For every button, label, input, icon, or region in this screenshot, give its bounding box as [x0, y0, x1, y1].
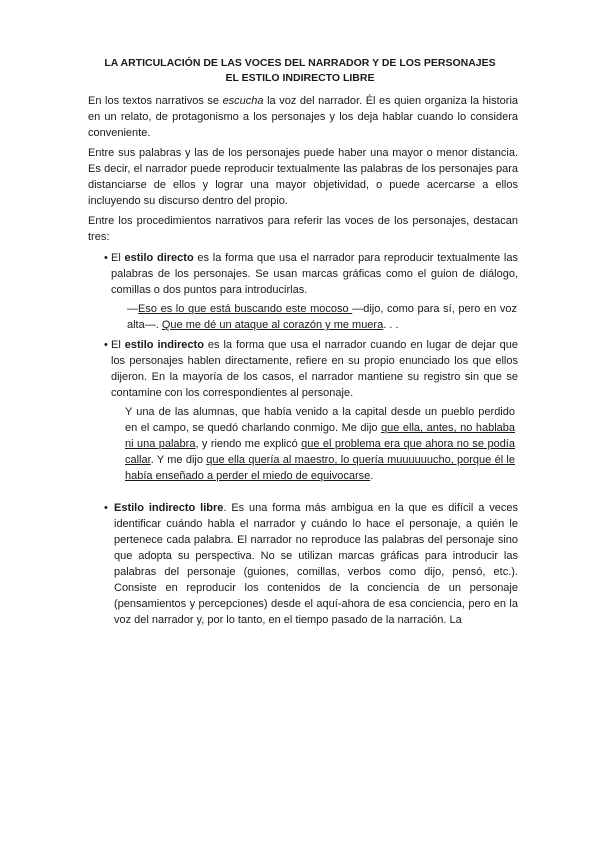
bullet-1-text: es la forma que usa el narrador para reproducir textualmente las palabras de los personajes. Se usan marcas gráficas como el guion de diálogo, comillas o dos puntos para introducirlas. [111, 252, 518, 296]
quote-1-underlined-1: Eso es lo que está buscando este mocoso [138, 303, 353, 315]
quote-2-text-1: Y una de las alumnas, que había venido a la capital desde un pueblo perdido en el campo, se quedó charlando conmigo. Me dijo [125, 406, 515, 434]
document-title [60, 56, 540, 86]
paragraph-procedures: Entre los procedimientos narrativos para referir las voces de los personajes, destacan tres: [88, 215, 518, 243]
title-line-2: EL ESTILO INDIRECTO LIBRE [225, 72, 375, 84]
quote-1-text-2: . . . [383, 319, 399, 331]
bullet-estilo-indirecto-libre [114, 500, 518, 628]
bullet-2-term: estilo indirecto [124, 339, 204, 351]
quote-2-text-3: . Y me dijo [150, 454, 207, 466]
bullet-dot-1: • [104, 252, 108, 264]
paragraph-intro-text-b: la voz del narrador. Él es quien organiza la historia en un relato, de protagonismo a los personajes y los deja hablar cuando lo considera conveniente. [88, 95, 519, 139]
quote-2-underlined-3: que ella quería al maestro, lo quería muuuuuucho, porque él le había enseñado a perder el miedo de equivocarse [125, 454, 515, 482]
bullet-3-term: Estilo indirecto libre [114, 502, 224, 514]
quote-2-underlined-2: que el problema era que ahora no se podía callar [125, 438, 515, 466]
bullet-1-pre: El [111, 252, 125, 264]
quote-1-dash: — [127, 303, 138, 315]
quote-1-text-1: —dijo, como para sí, pero en voz alta—. [127, 303, 517, 331]
bullet-dot-2: • [104, 339, 108, 351]
bullet-dot-3: • [104, 502, 108, 514]
title-line-1: LA ARTICULACIÓN DE LAS VOCES DEL NARRADOR Y DE LOS PERSONAJES [104, 57, 496, 69]
quote-estilo-indirecto [125, 404, 515, 484]
quote-estilo-directo [127, 301, 517, 333]
bullet-2-text: es la forma que usa el narrador cuando en lugar de dejar que los personajes hablen directamente, refiere en su propio enunciado los que ellos dijeron. En la mayoría de los casos, el narrador mantiene su registro sin que se contamine con los correspondientes al personaje. [111, 339, 518, 399]
paragraph-intro [88, 93, 518, 141]
bullet-2-pre: El [111, 339, 125, 351]
bullet-1-term: estilo directo [124, 252, 194, 264]
quote-1-underlined-2: Que me dé un ataque al corazón y me muera [161, 319, 384, 331]
paragraph-intro-italic: escucha [222, 95, 264, 107]
quote-2-underlined-1: que ella, antes, no hablaba ni una palabra [125, 422, 516, 450]
bullet-3-text: . Es una forma más ambigua en la que es difícil a veces identificar cuándo habla el narrador y cuándo lo hace el personaje, a quién le pertenece cada palabra. El narrador no reproduce las palabras del personaje sino que adopta su perspectiva. No se utilizan marcas gráficas para introducir las palabras del personaje (guiones, comillas, verbos como dijo, pensó, etc.). Consiste en reproducir los contenidos de la conciencia de un personaje (pensamientos y percepciones) desde el aquí-ahora de esa conciencia, pero en la voz del narrador y, por lo tanto, en el tiempo pasado de la narración. La [114, 502, 518, 626]
paragraph-distance: Entre sus palabras y las de los personajes puede haber una mayor o menor distancia. Es decir, el narrador puede reproducir textualmente las palabras de los personajes para distanciarse de ellos y lograr una mayor objetividad, o puede acercarse a ellos incluyendo su discurso dentro del propio. [88, 147, 518, 207]
bullet-estilo-directo [111, 250, 518, 298]
quote-2-text-4: . [370, 470, 374, 482]
paragraph-intro-text-a: En los textos narrativos se [88, 95, 223, 107]
quote-2-text-2: , y riendo me explicó [195, 438, 302, 450]
bullet-estilo-indirecto [111, 337, 518, 401]
